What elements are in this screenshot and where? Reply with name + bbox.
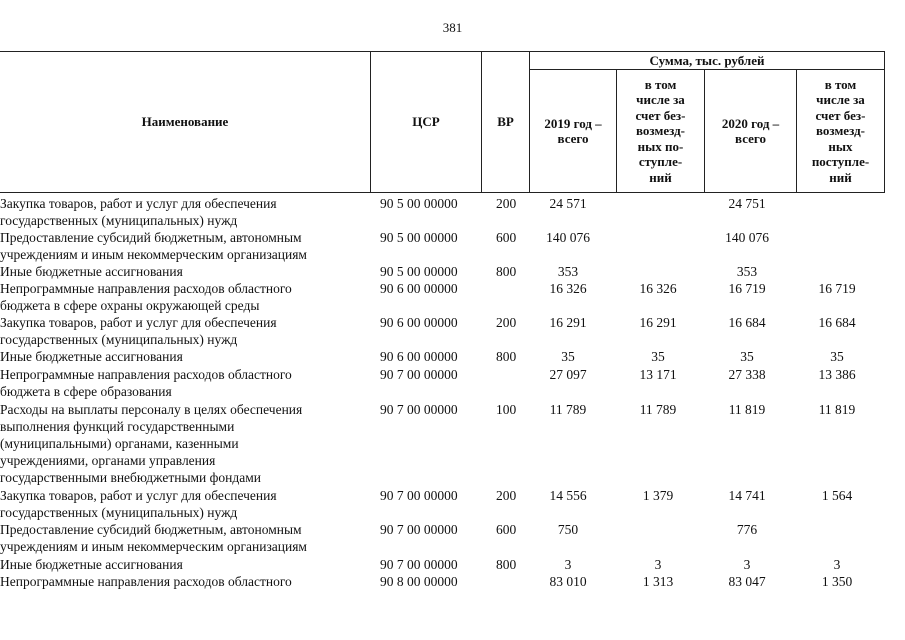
header-sum: Сумма, тыс. рублей <box>649 52 765 68</box>
row-2020-free: 35 <box>830 349 844 364</box>
row-vr: 600 <box>496 522 517 537</box>
row-2019-free: 16 291 <box>639 315 677 330</box>
header-bottom-border <box>0 192 885 193</box>
row-vr: 800 <box>496 557 517 572</box>
row-csr: 90 5 00 00000 <box>380 196 458 211</box>
row-name: Закупка товаров, работ и услуг для обеспечения государственных (муниципальных) нужд <box>0 488 277 520</box>
row-2019-total: 16 291 <box>549 315 587 330</box>
row-vr: 200 <box>496 315 517 330</box>
row-2020-total: 3 <box>743 557 751 572</box>
row-2019-free: 1 379 <box>642 488 674 503</box>
row-2019-total: 11 789 <box>549 402 587 417</box>
row-2020-free: 16 719 <box>818 281 856 296</box>
row-2020-total: 27 338 <box>728 367 766 382</box>
row-csr: 90 5 00 00000 <box>380 230 458 245</box>
row-2020-free: 1 350 <box>821 574 853 589</box>
row-2020-total: 16 719 <box>728 281 766 296</box>
row-2020-total: 776 <box>736 522 758 537</box>
row-2020-total: 16 684 <box>728 315 766 330</box>
row-2020-free: 11 819 <box>818 402 856 417</box>
row-csr: 90 6 00 00000 <box>380 281 458 296</box>
col-right-border <box>884 51 885 192</box>
row-name: Расходы на выплаты персоналу в целях обеспечения выполнения функций государственными (муниципальными) органами, казенными учреждениями, органами управления государственными внебюджетными фондами <box>0 402 303 485</box>
row-csr: 90 6 00 00000 <box>380 349 458 364</box>
row-name: Непрограммные направления расходов областного бюджета в сфере охраны окружающей среды <box>0 281 292 313</box>
row-csr: 90 7 00 00000 <box>380 402 458 417</box>
row-2019-free: 13 171 <box>639 367 677 382</box>
row-2019-free: 35 <box>651 349 665 364</box>
row-2019-total: 353 <box>557 264 579 279</box>
row-name: Иные бюджетные ассигнования <box>0 349 183 364</box>
row-vr: 100 <box>496 402 517 417</box>
header-vr: ВР <box>497 114 514 130</box>
row-vr: 800 <box>496 264 517 279</box>
row-name: Предоставление субсидий бюджетным, автономным учреждениям и иным некоммерческим организациям <box>0 522 307 554</box>
row-vr: 200 <box>496 196 517 211</box>
row-2019-total: 24 571 <box>549 196 587 211</box>
row-vr: 600 <box>496 230 517 245</box>
row-csr: 90 8 00 00000 <box>380 574 458 589</box>
row-name: Иные бюджетные ассигнования <box>0 264 183 279</box>
row-2020-total: 11 819 <box>728 402 766 417</box>
row-2020-total: 83 047 <box>728 574 766 589</box>
header-name: Наименование <box>141 114 229 130</box>
row-2019-total: 14 556 <box>549 488 587 503</box>
row-2020-total: 24 751 <box>728 196 766 211</box>
header-2019-free: в том числе за счет без- возмезд- ных по- ступле- ний <box>635 76 686 185</box>
header-2020-free: в том числе за счет без- возмезд- ных поступле- ний <box>811 76 870 185</box>
row-2019-total: 35 <box>561 349 575 364</box>
row-csr: 90 7 00 00000 <box>380 557 458 572</box>
row-csr: 90 7 00 00000 <box>380 522 458 537</box>
row-name: Закупка товаров, работ и услуг для обеспечения государственных (муниципальных) нужд <box>0 196 277 228</box>
row-csr: 90 7 00 00000 <box>380 488 458 503</box>
row-vr: 800 <box>496 349 517 364</box>
row-name: Закупка товаров, работ и услуг для обеспечения государственных (муниципальных) нужд <box>0 315 277 347</box>
row-2020-total: 14 741 <box>728 488 766 503</box>
row-2020-total: 353 <box>736 264 758 279</box>
row-name: Непрограммные направления расходов областного бюджета в сфере образования <box>0 367 292 399</box>
row-2019-free: 3 <box>654 557 662 572</box>
row-2019-total: 750 <box>557 522 579 537</box>
row-2019-free: 11 789 <box>639 402 677 417</box>
header-2020-total: 2020 год – всего <box>721 115 780 146</box>
page-number: 381 <box>442 20 463 35</box>
row-vr: 200 <box>496 488 517 503</box>
row-2020-free: 1 564 <box>821 488 853 503</box>
row-2020-free: 3 <box>833 557 841 572</box>
row-name: Предоставление субсидий бюджетным, автономным учреждениям и иным некоммерческим организациям <box>0 230 307 262</box>
row-2020-total: 140 076 <box>725 230 769 245</box>
row-2019-total: 83 010 <box>549 574 587 589</box>
row-csr: 90 6 00 00000 <box>380 315 458 330</box>
row-2020-free: 16 684 <box>818 315 856 330</box>
header-csr: ЦСР <box>412 114 440 130</box>
row-name: Иные бюджетные ассигнования <box>0 557 183 572</box>
row-csr: 90 7 00 00000 <box>380 367 458 382</box>
row-2019-total: 16 326 <box>549 281 587 296</box>
row-2019-total: 3 <box>564 557 572 572</box>
row-name: Непрограммные направления расходов областного <box>0 574 292 589</box>
header-2019-total: 2019 год – всего <box>544 115 602 146</box>
row-csr: 90 5 00 00000 <box>380 264 458 279</box>
row-2019-total: 27 097 <box>549 367 587 382</box>
row-2019-free: 1 313 <box>642 574 674 589</box>
row-2020-free: 13 386 <box>818 367 856 382</box>
row-2019-total: 140 076 <box>546 230 590 245</box>
row-2019-free: 16 326 <box>639 281 677 296</box>
row-2020-total: 35 <box>740 349 754 364</box>
